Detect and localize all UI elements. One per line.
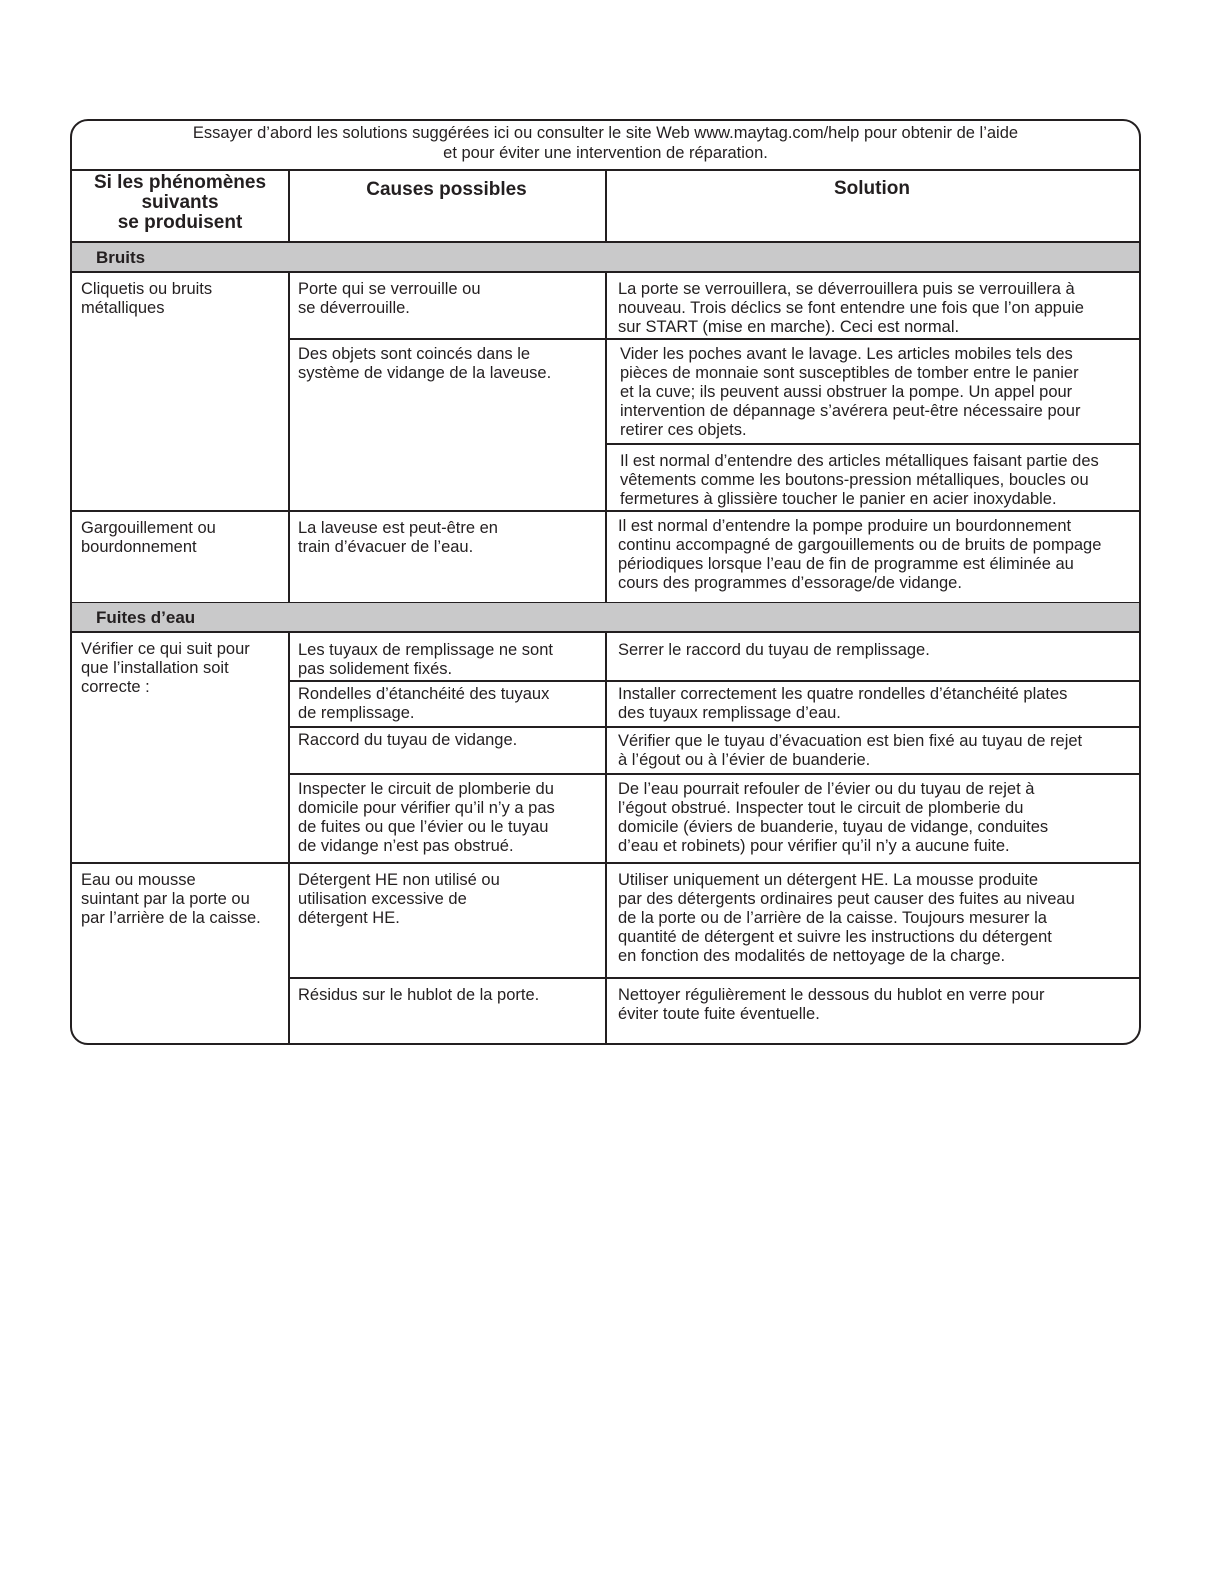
- text-line: périodiques lorsque l’eau de fin de programme est éliminée au: [618, 555, 1074, 573]
- row-divider: [288, 977, 1139, 979]
- text-line: Porte qui se verrouille ou: [298, 280, 481, 298]
- solution-cell: [618, 780, 1133, 856]
- solution-cell: [618, 986, 1133, 1024]
- intro-line-2: et pour éviter une intervention de réparation.: [443, 144, 768, 162]
- text-line: utilisation excessive de: [298, 890, 467, 908]
- text-line: et la cuve; ils peuvent aussi obstruer la pompe. Un appel pour: [620, 383, 1073, 401]
- text-line: bourdonnement: [81, 538, 197, 556]
- text-line: de vidange n’est pas obstrué.: [298, 837, 514, 855]
- text-line: à l’égout ou à l’évier de buanderie.: [618, 751, 871, 769]
- section-bruits: Bruits: [72, 242, 1139, 273]
- text-line: intervention de dépannage s’avérera peut-être nécessaire pour: [620, 402, 1081, 420]
- text-line: Les tuyaux de remplissage ne sont: [298, 641, 553, 659]
- text-line: La laveuse est peut-être en: [298, 519, 498, 537]
- row-divider: [288, 773, 1139, 775]
- text-line: Nettoyer régulièrement le dessous du hublot en verre pour: [618, 986, 1045, 1004]
- troubleshooting-table: [70, 119, 1141, 1045]
- cause-cell: [298, 986, 598, 1005]
- text-line: Détergent HE non utilisé ou: [298, 871, 500, 889]
- text-line: de la porte ou de l’arrière de la caisse. Toujours mesurer la: [618, 909, 1047, 927]
- text-line: Résidus sur le hublot de la porte.: [298, 986, 540, 1004]
- text-line: éviter toute fuite éventuelle.: [618, 1005, 820, 1023]
- text-line: Installer correctement les quatre rondelles d’étanchéité plates: [618, 685, 1068, 703]
- text-line: pièces de monnaie sont susceptibles de tomber entre le panier: [620, 364, 1079, 382]
- text-line: Gargouillement ou: [81, 519, 216, 537]
- text-line: Il est normal d’entendre la pompe produire un bourdonnement: [618, 517, 1072, 535]
- solution-cell: [618, 280, 1133, 337]
- text-line: métalliques: [81, 299, 165, 317]
- cause-cell: [298, 780, 598, 856]
- symptom-cell: [81, 519, 286, 557]
- header-causes: Causes possibles: [288, 171, 605, 243]
- text-line: détergent HE.: [298, 909, 400, 927]
- solution-cell: [618, 732, 1133, 770]
- text-line: Vérifier ce qui suit pour: [81, 640, 250, 658]
- text-line: Utiliser uniquement un détergent HE. La mousse produite: [618, 871, 1039, 889]
- intro-line-1: Essayer d’abord les solutions suggérées ici ou consulter le site Web www.maytag.com/help pour obtenir de l’aide: [192, 124, 1019, 142]
- text-line: d’eau et robinets) pour vérifier qu’il n’y a aucune fuite.: [618, 837, 1010, 855]
- header-symptom-line: se produisent: [117, 212, 243, 233]
- cause-cell: [298, 641, 598, 679]
- text-line: Serrer le raccord du tuyau de remplissage.: [618, 641, 930, 659]
- text-line: l’égout obstrué. Inspecter tout le circuit de plomberie du: [618, 799, 1024, 817]
- text-line: domicile (éviers de buanderie, tuyau de vidange, conduites: [618, 818, 1049, 836]
- text-line: fermetures à glissière toucher le panier en acier inoxydable.: [620, 490, 1057, 508]
- header-symptom-line: suivants: [141, 192, 219, 213]
- text-line: Il est normal d’entendre des articles métalliques faisant partie des: [620, 452, 1099, 470]
- text-line: Raccord du tuyau de vidange.: [298, 731, 518, 749]
- text-line: Inspecter le circuit de plomberie du: [298, 780, 554, 798]
- text-line: De l’eau pourrait refouler de l’évier ou du tuyau de rejet à: [618, 780, 1035, 798]
- text-line: système de vidange de la laveuse.: [298, 364, 552, 382]
- cause-cell: [298, 871, 598, 928]
- text-line: Eau ou mousse: [81, 871, 196, 889]
- text-line: Vider les poches avant le lavage. Les articles mobiles tels des: [620, 345, 1073, 363]
- text-line: de remplissage.: [298, 704, 415, 722]
- cause-cell: [298, 519, 598, 557]
- solution-cell: [618, 871, 1133, 966]
- row-divider: [72, 862, 1139, 864]
- cause-cell: [298, 685, 598, 723]
- header-symptom: [72, 171, 288, 243]
- solution-cell: [618, 517, 1133, 593]
- text-line: en fonction des modalités de nettoyage de la charge.: [618, 947, 1006, 965]
- text-line: cours des programmes d’essorage/de vidange.: [618, 574, 962, 592]
- cause-cell: [298, 280, 598, 318]
- row-divider: [288, 680, 1139, 682]
- cause-cell: [298, 345, 598, 383]
- header-symptom-line: Si les phénomènes: [93, 172, 267, 193]
- text-line: domicile pour vérifier qu’il n’y a pas: [298, 799, 555, 817]
- solution-cell: [620, 345, 1135, 440]
- solution-cell: [618, 685, 1133, 723]
- solution-cell: [618, 641, 1133, 660]
- cause-cell: [298, 731, 598, 750]
- text-line: Rondelles d’étanchéité des tuyaux: [298, 685, 550, 703]
- text-line: pas solidement fixés.: [298, 660, 453, 678]
- text-line: correcte :: [81, 678, 150, 696]
- text-line: des tuyaux remplissage d’eau.: [618, 704, 841, 722]
- solution-cell: [620, 452, 1135, 509]
- text-line: par des détergents ordinaires peut causer des fuites au niveau: [618, 890, 1075, 908]
- text-line: de fuites ou que l’évier ou le tuyau: [298, 818, 549, 836]
- section-fuites: Fuites d’eau: [72, 602, 1139, 633]
- row-divider: [288, 726, 1139, 728]
- intro-text: [72, 121, 1139, 171]
- header-solution: Solution: [605, 171, 1139, 243]
- text-line: que l’installation soit: [81, 659, 229, 677]
- row-divider: [288, 338, 1139, 340]
- text-line: Des objets sont coincés dans le: [298, 345, 531, 363]
- text-line: La porte se verrouillera, se déverrouillera puis se verrouillera à: [618, 280, 1075, 298]
- text-line: suintant par la porte ou: [81, 890, 250, 908]
- row-divider: [607, 443, 1139, 445]
- text-line: nouveau. Trois déclics se font entendre une fois que l’on appuie: [618, 299, 1084, 317]
- text-line: sur START (mise en marche). Ceci est normal.: [618, 318, 960, 336]
- text-line: Cliquetis ou bruits: [81, 280, 213, 298]
- text-line: se déverrouille.: [298, 299, 410, 317]
- symptom-cell: [81, 280, 286, 318]
- text-line: Vérifier que le tuyau d’évacuation est bien fixé au tuyau de rejet: [618, 732, 1083, 750]
- text-line: train d’évacuer de l’eau.: [298, 538, 474, 556]
- symptom-cell: [81, 871, 286, 928]
- row-divider: [72, 510, 1139, 512]
- text-line: retirer ces objets.: [620, 421, 747, 439]
- text-line: par l’arrière de la caisse.: [81, 909, 261, 927]
- text-line: continu accompagné de gargouillements ou de bruits de pompage: [618, 536, 1102, 554]
- text-line: quantité de détergent et suivre les instructions du détergent: [618, 928, 1052, 946]
- text-line: vêtements comme les boutons-pression métalliques, boucles ou: [620, 471, 1089, 489]
- symptom-cell: [81, 640, 286, 697]
